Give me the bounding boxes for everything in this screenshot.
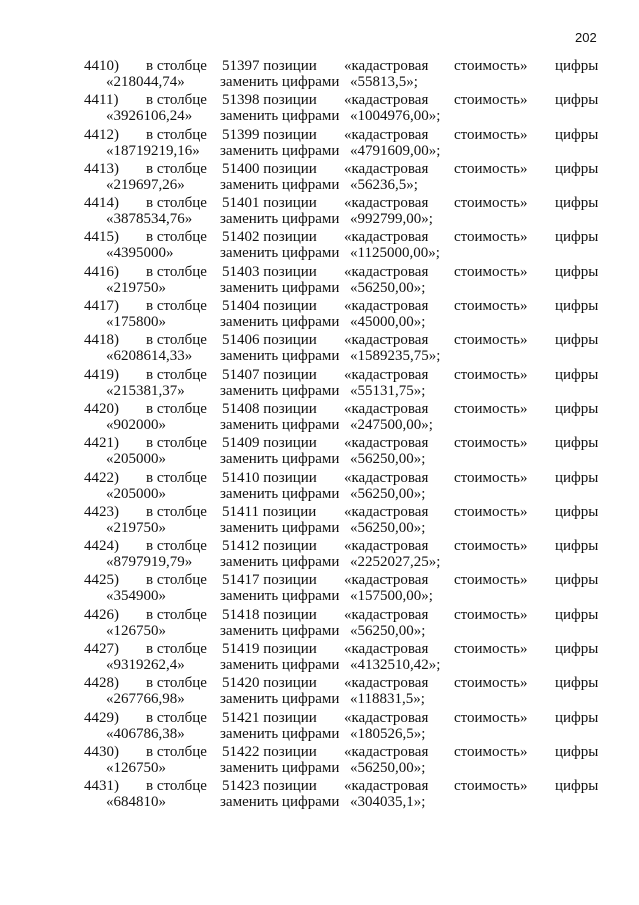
amendment-line-1 (0, 161, 639, 178)
new-value: «992799,00»; (350, 211, 433, 228)
old-value: «684810» (106, 794, 166, 811)
amendment-line-1 (0, 641, 639, 658)
old-value: «218044,74» (106, 74, 185, 90)
amendment-line-2 (0, 108, 639, 125)
new-value: «55131,75»; (350, 382, 426, 399)
column-text: в столбце (146, 160, 207, 177)
position-text: 51423 позиции (222, 778, 317, 795)
value-text: стоимость» (454, 400, 528, 417)
entry-number: 4422) (84, 469, 119, 486)
column-text: в столбце (146, 92, 207, 109)
page-number: 202 (575, 30, 597, 45)
new-value: «247500,00»; (350, 416, 433, 433)
position-text: 51404 позиции (222, 298, 317, 315)
value-text: стоимость» (454, 229, 528, 246)
old-value: «3926106,24» (106, 108, 193, 125)
amendment-item (0, 195, 639, 229)
value-text: стоимость» (454, 503, 528, 520)
digits-text: цифры (555, 641, 599, 658)
new-value: «56250,00»; (350, 759, 426, 776)
position-text: 51400 позиции (222, 160, 317, 177)
amendment-item (0, 675, 639, 709)
position-text: 51409 позиции (222, 435, 317, 452)
amendment-line-1 (0, 778, 639, 795)
column-text: в столбце (146, 743, 207, 760)
column-text: в столбце (146, 435, 207, 452)
amendment-line-2 (0, 554, 639, 571)
old-value: «354900» (106, 588, 166, 605)
replace-text: заменить цифрами (220, 176, 340, 193)
amendment-line-1 (0, 401, 639, 418)
replace-text: заменить цифрами (220, 691, 340, 708)
column-text: в столбце (146, 538, 207, 555)
new-value: «45000,00»; (350, 314, 426, 331)
amendment-line-1 (0, 195, 639, 212)
amendment-line-2 (0, 348, 639, 365)
value-text: стоимость» (454, 675, 528, 692)
entry-number: 4416) (84, 263, 119, 280)
cadastral-text: «кадастровая (344, 263, 429, 280)
old-value: «4395000» (106, 245, 174, 262)
amendment-item (0, 607, 639, 641)
column-text: в столбце (146, 641, 207, 658)
digits-text: цифры (555, 709, 599, 726)
column-text: в столбце (146, 366, 207, 383)
amendment-line-2 (0, 726, 639, 743)
amendment-line-2 (0, 451, 639, 468)
new-value: «56250,00»; (350, 519, 426, 536)
column-text: в столбце (146, 195, 207, 212)
amendment-line-2 (0, 211, 639, 228)
old-value: «8797919,79» (106, 554, 193, 571)
cadastral-text: «кадастровая (344, 572, 429, 589)
replace-text: заменить цифрами (220, 142, 340, 159)
value-text: стоимость» (454, 641, 528, 658)
old-value: «18719219,16» (106, 142, 200, 159)
new-value: «55813,5»; (350, 74, 418, 90)
entry-number: 4411) (84, 92, 119, 109)
amendment-line-2 (0, 623, 639, 640)
amendment-list (0, 58, 639, 813)
entry-number: 4417) (84, 298, 119, 315)
value-text: стоимость» (454, 606, 528, 623)
amendment-item (0, 504, 639, 538)
digits-text: цифры (555, 126, 599, 143)
position-text: 51407 позиции (222, 366, 317, 383)
cadastral-text: «кадастровая (344, 126, 429, 143)
position-text: 51412 позиции (222, 538, 317, 555)
entry-number: 4413) (84, 160, 119, 177)
column-text: в столбце (146, 263, 207, 280)
entry-number: 4410) (84, 58, 119, 74)
entry-number: 4414) (84, 195, 119, 212)
old-value: «215381,37» (106, 382, 185, 399)
value-text: стоимость» (454, 58, 528, 74)
cadastral-text: «кадастровая (344, 778, 429, 795)
digits-text: цифры (555, 675, 599, 692)
entry-number: 4423) (84, 503, 119, 520)
new-value: «56250,00»; (350, 485, 426, 502)
old-value: «3878534,76» (106, 211, 193, 228)
old-value: «205000» (106, 485, 166, 502)
digits-text: цифры (555, 229, 599, 246)
amendment-line-1 (0, 572, 639, 589)
replace-text: заменить цифрами (220, 622, 340, 639)
amendment-line-1 (0, 298, 639, 315)
position-text: 51421 позиции (222, 709, 317, 726)
digits-text: цифры (555, 469, 599, 486)
amendment-item (0, 332, 639, 366)
old-value: «902000» (106, 416, 166, 433)
cadastral-text: «кадастровая (344, 366, 429, 383)
amendment-line-1 (0, 264, 639, 281)
replace-text: заменить цифрами (220, 74, 340, 90)
amendment-line-1 (0, 470, 639, 487)
position-text: 51397 позиции (222, 58, 317, 74)
entry-number: 4418) (84, 332, 119, 349)
amendment-item (0, 401, 639, 435)
column-text: в столбце (146, 126, 207, 143)
amendment-line-1 (0, 229, 639, 246)
amendment-line-2 (0, 177, 639, 194)
amendment-item (0, 92, 639, 126)
amendment-item (0, 161, 639, 195)
entry-number: 4420) (84, 400, 119, 417)
amendment-line-2 (0, 760, 639, 777)
position-text: 51418 позиции (222, 606, 317, 623)
amendment-line-1 (0, 435, 639, 452)
cadastral-text: «кадастровая (344, 641, 429, 658)
amendment-item (0, 298, 639, 332)
new-value: «56236,5»; (350, 176, 418, 193)
old-value: «205000» (106, 451, 166, 468)
value-text: стоимость» (454, 435, 528, 452)
digits-text: цифры (555, 332, 599, 349)
old-value: «267766,98» (106, 691, 185, 708)
digits-text: цифры (555, 538, 599, 555)
amendment-item (0, 264, 639, 298)
value-text: стоимость» (454, 709, 528, 726)
digits-text: цифры (555, 58, 599, 74)
digits-text: цифры (555, 263, 599, 280)
value-text: стоимость» (454, 126, 528, 143)
replace-text: заменить цифрами (220, 416, 340, 433)
replace-text: заменить цифрами (220, 725, 340, 742)
amendment-line-1 (0, 367, 639, 384)
replace-text: заменить цифрами (220, 451, 340, 468)
digits-text: цифры (555, 366, 599, 383)
position-text: 51402 позиции (222, 229, 317, 246)
replace-text: заменить цифрами (220, 657, 340, 674)
amendment-line-2 (0, 794, 639, 811)
cadastral-text: «кадастровая (344, 298, 429, 315)
old-value: «126750» (106, 622, 166, 639)
amendment-item (0, 229, 639, 263)
position-text: 51420 позиции (222, 675, 317, 692)
replace-text: заменить цифрами (220, 382, 340, 399)
position-text: 51422 позиции (222, 743, 317, 760)
column-text: в столбце (146, 58, 207, 74)
digits-text: цифры (555, 572, 599, 589)
amendment-line-1 (0, 607, 639, 624)
entry-number: 4419) (84, 366, 119, 383)
cadastral-text: «кадастровая (344, 469, 429, 486)
column-text: в столбце (146, 503, 207, 520)
amendment-line-2 (0, 245, 639, 262)
position-text: 51411 позиции (222, 503, 317, 520)
replace-text: заменить цифрами (220, 485, 340, 502)
amendment-line-2 (0, 143, 639, 160)
digits-text: цифры (555, 503, 599, 520)
digits-text: цифры (555, 400, 599, 417)
amendment-line-2 (0, 588, 639, 605)
new-value: «118831,5»; (350, 691, 425, 708)
cadastral-text: «кадастровая (344, 503, 429, 520)
column-text: в столбце (146, 400, 207, 417)
amendment-line-1 (0, 504, 639, 521)
amendment-item (0, 470, 639, 504)
new-value: «4132510,42»; (350, 657, 441, 674)
column-text: в столбце (146, 778, 207, 795)
amendment-line-2 (0, 314, 639, 331)
value-text: стоимость» (454, 366, 528, 383)
digits-text: цифры (555, 195, 599, 212)
value-text: стоимость» (454, 778, 528, 795)
replace-text: заменить цифрами (220, 588, 340, 605)
new-value: «56250,00»; (350, 622, 426, 639)
entry-number: 4430) (84, 743, 119, 760)
amendment-line-2 (0, 280, 639, 297)
amendment-item (0, 572, 639, 606)
amendment-item (0, 367, 639, 401)
entry-number: 4424) (84, 538, 119, 555)
replace-text: заменить цифрами (220, 519, 340, 536)
amendment-line-1 (0, 58, 639, 75)
old-value: «126750» (106, 759, 166, 776)
cadastral-text: «кадастровая (344, 606, 429, 623)
amendment-line-2 (0, 383, 639, 400)
new-value: «1125000,00»; (350, 245, 440, 262)
old-value: «175800» (106, 314, 166, 331)
value-text: стоимость» (454, 332, 528, 349)
column-text: в столбце (146, 675, 207, 692)
entry-number: 4426) (84, 606, 119, 623)
amendment-line-2 (0, 657, 639, 674)
new-value: «180526,5»; (350, 725, 426, 742)
amendment-item (0, 778, 639, 812)
column-text: в столбце (146, 572, 207, 589)
replace-text: заменить цифрами (220, 554, 340, 571)
entry-number: 4421) (84, 435, 119, 452)
cadastral-text: «кадастровая (344, 92, 429, 109)
cadastral-text: «кадастровая (344, 332, 429, 349)
entry-number: 4425) (84, 572, 119, 589)
column-text: в столбце (146, 606, 207, 623)
value-text: стоимость» (454, 538, 528, 555)
replace-text: заменить цифрами (220, 314, 340, 331)
column-text: в столбце (146, 229, 207, 246)
digits-text: цифры (555, 743, 599, 760)
value-text: стоимость» (454, 743, 528, 760)
amendment-line-1 (0, 92, 639, 109)
digits-text: цифры (555, 606, 599, 623)
replace-text: заменить цифрами (220, 245, 340, 262)
entry-number: 4428) (84, 675, 119, 692)
position-text: 51401 позиции (222, 195, 317, 212)
amendment-line-1 (0, 744, 639, 761)
old-value: «9319262,4» (106, 657, 185, 674)
amendment-item (0, 435, 639, 469)
replace-text: заменить цифрами (220, 211, 340, 228)
replace-text: заменить цифрами (220, 348, 340, 365)
value-text: стоимость» (454, 298, 528, 315)
entry-number: 4412) (84, 126, 119, 143)
amendment-item (0, 127, 639, 161)
old-value: «219697,26» (106, 176, 185, 193)
replace-text: заменить цифрами (220, 279, 340, 296)
amendment-line-2 (0, 486, 639, 503)
cadastral-text: «кадастровая (344, 400, 429, 417)
cadastral-text: «кадастровая (344, 195, 429, 212)
value-text: стоимость» (454, 469, 528, 486)
amendment-item (0, 641, 639, 675)
position-text: 51403 позиции (222, 263, 317, 280)
amendment-line-1 (0, 538, 639, 555)
cadastral-text: «кадастровая (344, 58, 429, 74)
column-text: в столбце (146, 469, 207, 486)
amendment-item (0, 710, 639, 744)
old-value: «219750» (106, 279, 166, 296)
position-text: 51408 позиции (222, 400, 317, 417)
position-text: 51398 позиции (222, 92, 317, 109)
amendment-line-1 (0, 675, 639, 692)
position-text: 51419 позиции (222, 641, 317, 658)
amendment-line-2 (0, 691, 639, 708)
replace-text: заменить цифрами (220, 108, 340, 125)
amendment-item (0, 744, 639, 778)
amendment-line-1 (0, 332, 639, 349)
new-value: «4791609,00»; (350, 142, 441, 159)
amendment-line-2 (0, 74, 639, 91)
cadastral-text: «кадастровая (344, 160, 429, 177)
entry-number: 4415) (84, 229, 119, 246)
column-text: в столбце (146, 298, 207, 315)
amendment-line-2 (0, 417, 639, 434)
position-text: 51417 позиции (222, 572, 317, 589)
value-text: стоимость» (454, 92, 528, 109)
digits-text: цифры (555, 435, 599, 452)
amendment-line-2 (0, 520, 639, 537)
new-value: «2252027,25»; (350, 554, 441, 571)
amendment-line-1 (0, 710, 639, 727)
digits-text: цифры (555, 160, 599, 177)
entry-number: 4427) (84, 641, 119, 658)
digits-text: цифры (555, 778, 599, 795)
old-value: «219750» (106, 519, 166, 536)
new-value: «56250,00»; (350, 451, 426, 468)
entry-number: 4431) (84, 778, 119, 795)
cadastral-text: «кадастровая (344, 743, 429, 760)
new-value: «1004976,00»; (350, 108, 441, 125)
value-text: стоимость» (454, 572, 528, 589)
digits-text: цифры (555, 92, 599, 109)
new-value: «304035,1»; (350, 794, 426, 811)
replace-text: заменить цифрами (220, 794, 340, 811)
new-value: «157500,00»; (350, 588, 433, 605)
cadastral-text: «кадастровая (344, 229, 429, 246)
cadastral-text: «кадастровая (344, 709, 429, 726)
new-value: «1589235,75»; (350, 348, 441, 365)
old-value: «406786,38» (106, 725, 185, 742)
position-text: 51406 позиции (222, 332, 317, 349)
new-value: «56250,00»; (350, 279, 426, 296)
value-text: стоимость» (454, 160, 528, 177)
amendment-item (0, 58, 639, 92)
column-text: в столбце (146, 332, 207, 349)
column-text: в столбце (146, 709, 207, 726)
replace-text: заменить цифрами (220, 759, 340, 776)
value-text: стоимость» (454, 195, 528, 212)
cadastral-text: «кадастровая (344, 435, 429, 452)
cadastral-text: «кадастровая (344, 538, 429, 555)
position-text: 51399 позиции (222, 126, 317, 143)
amendment-line-1 (0, 127, 639, 144)
value-text: стоимость» (454, 263, 528, 280)
position-text: 51410 позиции (222, 469, 317, 486)
digits-text: цифры (555, 298, 599, 315)
cadastral-text: «кадастровая (344, 675, 429, 692)
entry-number: 4429) (84, 709, 119, 726)
old-value: «6208614,33» (106, 348, 193, 365)
amendment-item (0, 538, 639, 572)
